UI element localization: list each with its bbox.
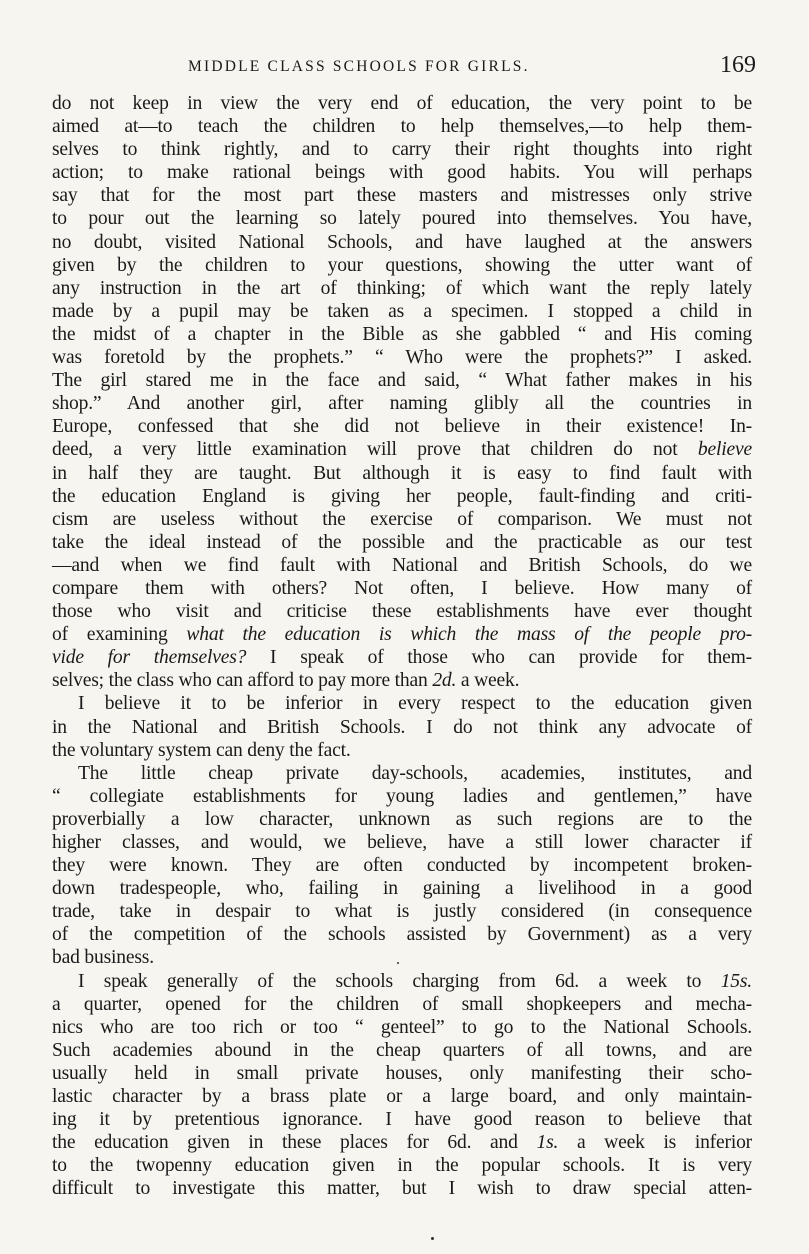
text-line: Such academies abound in the cheap quarters of all towns, and are: [52, 1039, 752, 1061]
text-line: made by a pupil may be taken as a specimen. I stopped a child in: [52, 300, 752, 322]
text-line: “ collegiate establishments for young ladies and gentlemen,” have: [52, 785, 752, 807]
text-line: in half they are taught. But although it is easy to find fault with: [52, 462, 752, 484]
text-line: action; to make rational beings with good habits. You will perhaps: [52, 162, 752, 184]
emphasis: what the education is which the mass of the people pro-: [186, 624, 752, 646]
text-line: Europe, confessed that she did not believe in their existence! In-: [52, 416, 752, 438]
text-line: no doubt, visited National Schools, and have laughed at the answers: [52, 231, 752, 253]
text-line: proverbially a low character, unknown as such regions are to the: [52, 808, 752, 830]
text-line: higher classes, and would, we believe, have a still lower character if: [52, 832, 752, 853]
body-text: [52, 92, 752, 1201]
text-line: take the ideal instead of the possible and the practicable as our test: [52, 531, 752, 553]
text-line: the education given in these places for 6d. and 1s. a week is inferior: [52, 1132, 752, 1154]
text-line: do not keep in view the very end of education, the very point to be: [52, 93, 752, 114]
text-line: deed, a very little examination will prove that children do not believe: [52, 439, 752, 461]
text-line: compare them with others? Not often, I believe. How many of: [52, 577, 752, 599]
text-line: given by the children to your questions, showing the utter want of: [52, 254, 752, 276]
emphasis: 15s.: [720, 970, 752, 992]
text-line: those who visit and criticise these establishments have ever thought: [52, 601, 752, 623]
print-speck: [397, 962, 399, 964]
text-line: The little cheap private day-schools, academies, institutes, and: [78, 762, 752, 784]
text-line: vide for themselves? I speak of those who can provide for them-: [52, 647, 752, 669]
text-line: aimed at—to teach the children to help themselves,—to help them-: [52, 116, 752, 138]
print-speck: [431, 1237, 434, 1240]
text-line: was foretold by the prophets.” “ Who were the prophets?” I asked.: [52, 347, 752, 369]
emphasis: believe: [697, 439, 752, 461]
book-page: [52, 52, 756, 1201]
text-line: they were known. They are often conducted by incompetent broken-: [52, 855, 752, 877]
text-line: —and when we find fault with National and British Schools, do we: [52, 554, 752, 576]
text-line: to the twopenny education given in the popular schools. It is very: [52, 1155, 752, 1177]
emphasis: vide for themselves?: [52, 647, 247, 669]
text-line: to pour out the learning so lately poured into themselves. You have,: [52, 208, 752, 230]
emphasis: 1s.: [536, 1132, 559, 1154]
text-line: of the competition of the schools assisted by Government) as a very: [52, 924, 752, 946]
text-line: ing it by pretentious ignorance. I have good reason to believe that: [52, 1109, 752, 1131]
text-line: say that for the most part these masters and mistresses only strive: [52, 185, 752, 207]
text-line: of examining what the education is which the mass of the people pro-: [52, 624, 752, 646]
text-line: The girl stared me in the face and said, “ What father makes in his: [52, 370, 752, 392]
text-line: down tradespeople, who, failing in gaining a livelihood in a good: [52, 878, 752, 900]
text-line: shop.” And another girl, after naming glibly all the countries in: [52, 393, 752, 415]
page-number: 169: [720, 52, 756, 78]
text-line: the midst of a chapter in the Bible as she gabbled “ and His coming: [52, 323, 752, 345]
text-line: usually held in small private houses, only manifesting their scho-: [52, 1062, 752, 1084]
text-line: nics who are too rich or too “ genteel” to go to the National Schools.: [52, 1016, 752, 1038]
text-line: cism are useless without the exercise of comparison. We must not: [52, 508, 752, 530]
running-title: MIDDLE CLASS SCHOOLS FOR GIRLS.: [188, 58, 530, 75]
text-line: trade, take in despair to what is justly considered (in consequence: [52, 901, 752, 923]
text-line: selves; the class who can afford to pay more than 2d. a week.: [52, 670, 520, 692]
text-line: selves to think rightly, and to carry their right thoughts into right: [52, 139, 752, 161]
text-line: bad business.: [52, 947, 154, 969]
text-line: in the National and British Schools. I do not think any advocate of: [52, 716, 752, 738]
text-line: a quarter, opened for the children of small shopkeepers and mecha-: [52, 993, 752, 1015]
text-line: difficult to investigate this matter, but I wish to draw special atten-: [52, 1178, 752, 1200]
text-line: I speak generally of the schools charging from 6d. a week to 15s.: [78, 970, 752, 992]
running-head: [52, 52, 756, 92]
text-line: the voluntary system can deny the fact.: [52, 739, 351, 761]
text-line: any instruction in the art of thinking; of which want the reply lately: [52, 277, 752, 299]
text-line: the education England is giving her people, fault-finding and criti-: [52, 485, 752, 507]
emphasis: 2d.: [432, 670, 457, 692]
text-line: I believe it to be inferior in every respect to the education given: [78, 693, 752, 715]
text-line: lastic character by a brass plate or a large board, and only maintain-: [52, 1086, 752, 1108]
